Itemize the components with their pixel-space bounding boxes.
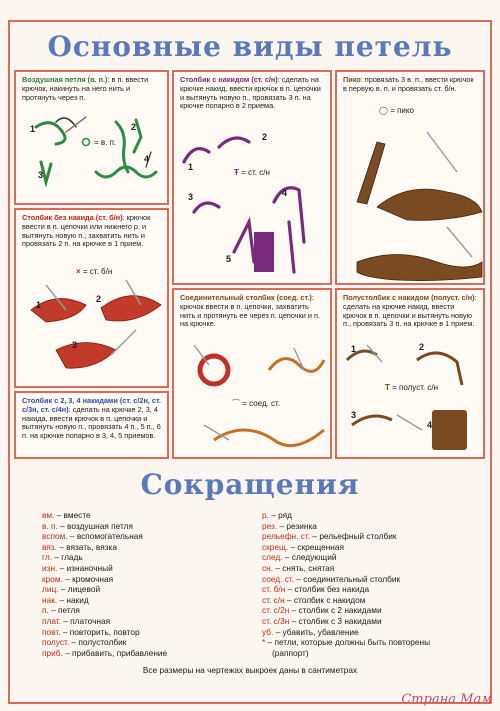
abbreviation-item [42,542,167,553]
dc-step-4: 4 [282,188,288,198]
slip-legend-text: = соед. ст. [242,399,281,408]
panel-half-double-crochet [335,288,485,459]
abbreviation-meaning: – столбик с 3 накидами [289,615,382,626]
abbreviation-item [42,510,167,521]
abbreviation-key: приб. [42,647,63,658]
hdc-step-2: 2 [419,342,425,352]
abbreviation-key: кром. [42,573,63,584]
panel-dc-description: : сделать на крючке накид, ввести крючок в п. цепочки и вытянуть новую п., провязать 3 п. на крючке попарно в 2 приема. [180,75,321,111]
panel-picot-heading: Пико [343,75,361,84]
abbreviation-meaning: – прибавить, прибавление [62,647,168,658]
abbreviation-meaning: – снять, снятая [273,562,335,573]
abbreviation-key: рез. [262,520,278,531]
abbreviation-key: р. [262,510,269,520]
chain-step-3: 3 [38,170,44,180]
abbreviation-key: вяз. [42,541,57,552]
hdc-legend-text: = полуст. с/н [392,383,439,392]
abbreviation-meaning: – полустолбик [69,637,127,648]
abbreviation-meaning: – резинка [277,520,317,531]
watermark: Страна Мам [401,692,492,707]
abbreviation-item [262,584,430,595]
slip-symbol-icon: ⌒ [232,399,240,408]
picot-legend-text: = пико [390,106,414,115]
abbreviation-item [262,563,430,574]
abbreviation-meaning: – петли, которые должны быть повторены [265,637,431,648]
sc-illustration [16,210,169,388]
abbreviation-meaning: – столбик без накида [285,584,370,595]
abbreviation-item [42,574,167,585]
abbreviation-meaning: (раппорт) [272,647,309,658]
panel-hdc-description: : сделать на крючке накид, ввести крючок в п. цепочки и вытянуть новую п., провязать 3 п. на крючке в 1 прием. [343,293,477,329]
abbreviation-key: вм. [42,510,55,520]
abbreviation-meaning: – лицевой [58,584,101,595]
abbreviation-key: сн. [262,562,274,573]
abbreviation-key: изн. [42,562,58,573]
abbreviation-meaning: – платочная [60,615,111,626]
panel-slip-description: : крючок ввести в п. цепочки, захватить нить и протянуть ее через п. цепочки и п. на крючке. [180,293,320,329]
abbreviation-key: ст. с/2н [262,605,290,616]
abbreviation-item [262,627,430,638]
abbreviation-item [262,552,430,563]
abbreviation-key: вспом. [42,531,68,542]
abbreviation-meaning: – столбик с 2 накидами [289,605,382,616]
abbreviation-meaning: – скрещенная [288,541,344,552]
abbreviation-meaning: – гладь [52,552,83,563]
abbreviation-item [42,637,167,648]
panel-hdc-heading: Полустолбик с накидом (полуст. с/н) [343,293,475,302]
abbreviation-key: скрещ. [262,541,289,552]
abbreviation-meaning: – изнаночный [57,562,113,573]
abbreviation-item [262,637,430,648]
abbreviation-meaning: – столбик с накидом [284,594,366,605]
abbreviation-item [42,616,167,627]
abbreviation-item [262,616,430,627]
abbreviation-meaning: – накид [57,594,89,605]
panel-chain-stitch [14,70,169,205]
dc-symbol-icon: Ŧ [234,168,239,177]
abbreviation-key: плат. [42,615,61,626]
abbreviation-item [262,605,430,616]
sc-step-1: 1 [36,300,42,310]
sc-cross-icon: × [76,267,81,276]
dc-legend-text: = ст. с/н [241,168,270,177]
hdc-step-1: 1 [351,344,357,354]
abbreviation-key: лиц. [42,584,59,595]
abbreviation-item [42,648,167,659]
panel-sc-heading: Столбик без накида (ст. б/н) [22,213,123,222]
abbreviation-key: ст. б/н [262,584,286,595]
abbreviation-item [42,552,167,563]
abbreviation-meaning: – вспомогательная [67,531,143,542]
panel-picot-description: : провязать 3 в. п., ввести крючок в первую в. п. и провязать ст. б/н. [343,75,474,93]
abbreviation-meaning: – соединительный столбик [294,573,401,584]
panel-slip-stitch [172,288,332,459]
dc-step-1: 1 [188,162,194,172]
chain-step-4: 4 [144,154,150,164]
abbreviation-key: гл. [42,552,52,563]
abbreviation-key: рельефн. ст. [262,531,311,542]
abbreviation-item [262,648,430,659]
abbreviation-meaning: – петля [48,605,80,616]
hdc-step-3: 3 [351,410,357,420]
abbreviation-item [262,595,430,606]
abbreviation-item [42,627,167,638]
panel-sc-description: : крючок ввести в п. цепочки или нижнего р. и вытянуть новую п., захватить нить и провязать 2 п. на крючке в 1 прием. [22,213,151,249]
abbreviation-key: нак. [42,594,58,605]
panel-single-crochet [14,208,169,388]
sc-legend-text: = ст. б/н [82,267,113,276]
chain-step-2: 2 [131,122,137,132]
slip-illustration [174,290,332,459]
abbreviation-item [42,595,167,606]
abbreviation-meaning: – кромочная [62,573,114,584]
abbreviation-item [42,584,167,595]
sc-step-3: 3 [72,340,78,350]
abbreviation-meaning: – рельефный столбик [310,531,397,542]
abbreviation-meaning: – воздушная петля [57,520,133,531]
abbreviation-meaning: – следующий [282,552,337,563]
panel-chain-description: : в п. ввести крючок, накинуть на него нить и протянуть через п. [22,75,149,102]
abbreviation-meaning: – вместе [54,510,91,520]
abbreviation-item [42,605,167,616]
abbreviation-key: уб. [262,626,274,637]
panel-tall-stitches [14,391,169,459]
abbreviation-item [42,521,167,532]
abbreviation-item [262,574,430,585]
dc-illustration [174,72,332,285]
abbreviation-item [262,531,430,542]
chain-step-1: 1 [30,124,36,134]
abbreviation-key: * [262,637,266,648]
abbreviations-right-column [262,510,430,658]
abbreviation-item [42,531,167,542]
abbreviation-key: ст. с/н [262,594,285,605]
panel-slip-heading: Соединительный столбик (соед. ст.) [180,293,312,302]
hdc-illustration [337,290,485,459]
panel-dc-heading: Столбик с накидом (ст. с/н) [180,75,278,84]
panel-tall-description: : сделать на крючке 2, 3, 4 накида, ввести крючок в п. цепочки и вытянуть новую п., провязать 4 п., 5 п., 6 п. на крючке попарно в 3, 4, 5 приемов. [22,404,161,441]
panel-tall-text [22,397,161,441]
abbreviation-item [262,542,430,553]
dc-step-3: 3 [188,192,194,202]
abbreviation-meaning: – убавить, убавление [273,626,359,637]
hdc-symbol-icon: T [385,383,390,392]
abbreviation-key: ст. с/3н [262,615,290,626]
abbreviation-meaning: – повторить, повтор [60,626,140,637]
abbreviation-item [262,510,430,521]
abbreviation-item [262,521,430,532]
chain-stitch-illustration [16,72,169,205]
picot-symbol-icon: ◯ [379,106,388,115]
chain-legend: = в. п. [94,138,117,147]
abbreviation-meaning: – вязать, вязка [56,541,117,552]
abbreviation-key: повт. [42,626,61,637]
dc-step-2: 2 [262,132,268,142]
panel-double-crochet [172,70,332,285]
hdc-step-4: 4 [427,420,433,430]
picot-illustration [337,72,485,285]
abbreviation-meaning: – ряд [268,510,293,520]
page-title: Основные виды петель [47,30,453,63]
panel-chain-heading: Воздушная петля (в. п.) [22,75,108,84]
panel-tall-heading: Столбик с 2, 3, 4 накидами (ст. с/2н, ст. с/3н, ст. с/4н) [22,396,161,414]
panel-picot [335,70,485,285]
abbreviation-key: соед. ст. [262,573,295,584]
abbreviation-key: след. [262,552,283,563]
abbreviation-key: полуст. [42,637,70,648]
abbreviation-key: п. [42,605,49,616]
abbreviation-key: в. п. [42,520,58,531]
abbreviations-left-column [42,510,167,658]
footnote: Все размеры на чертежах выкроек даны в сантиметрах [142,665,358,675]
dc-step-5: 5 [226,254,232,264]
abbreviation-item [42,563,167,574]
sc-step-2: 2 [96,294,102,304]
abbreviations-title: Сокращения [140,468,360,501]
